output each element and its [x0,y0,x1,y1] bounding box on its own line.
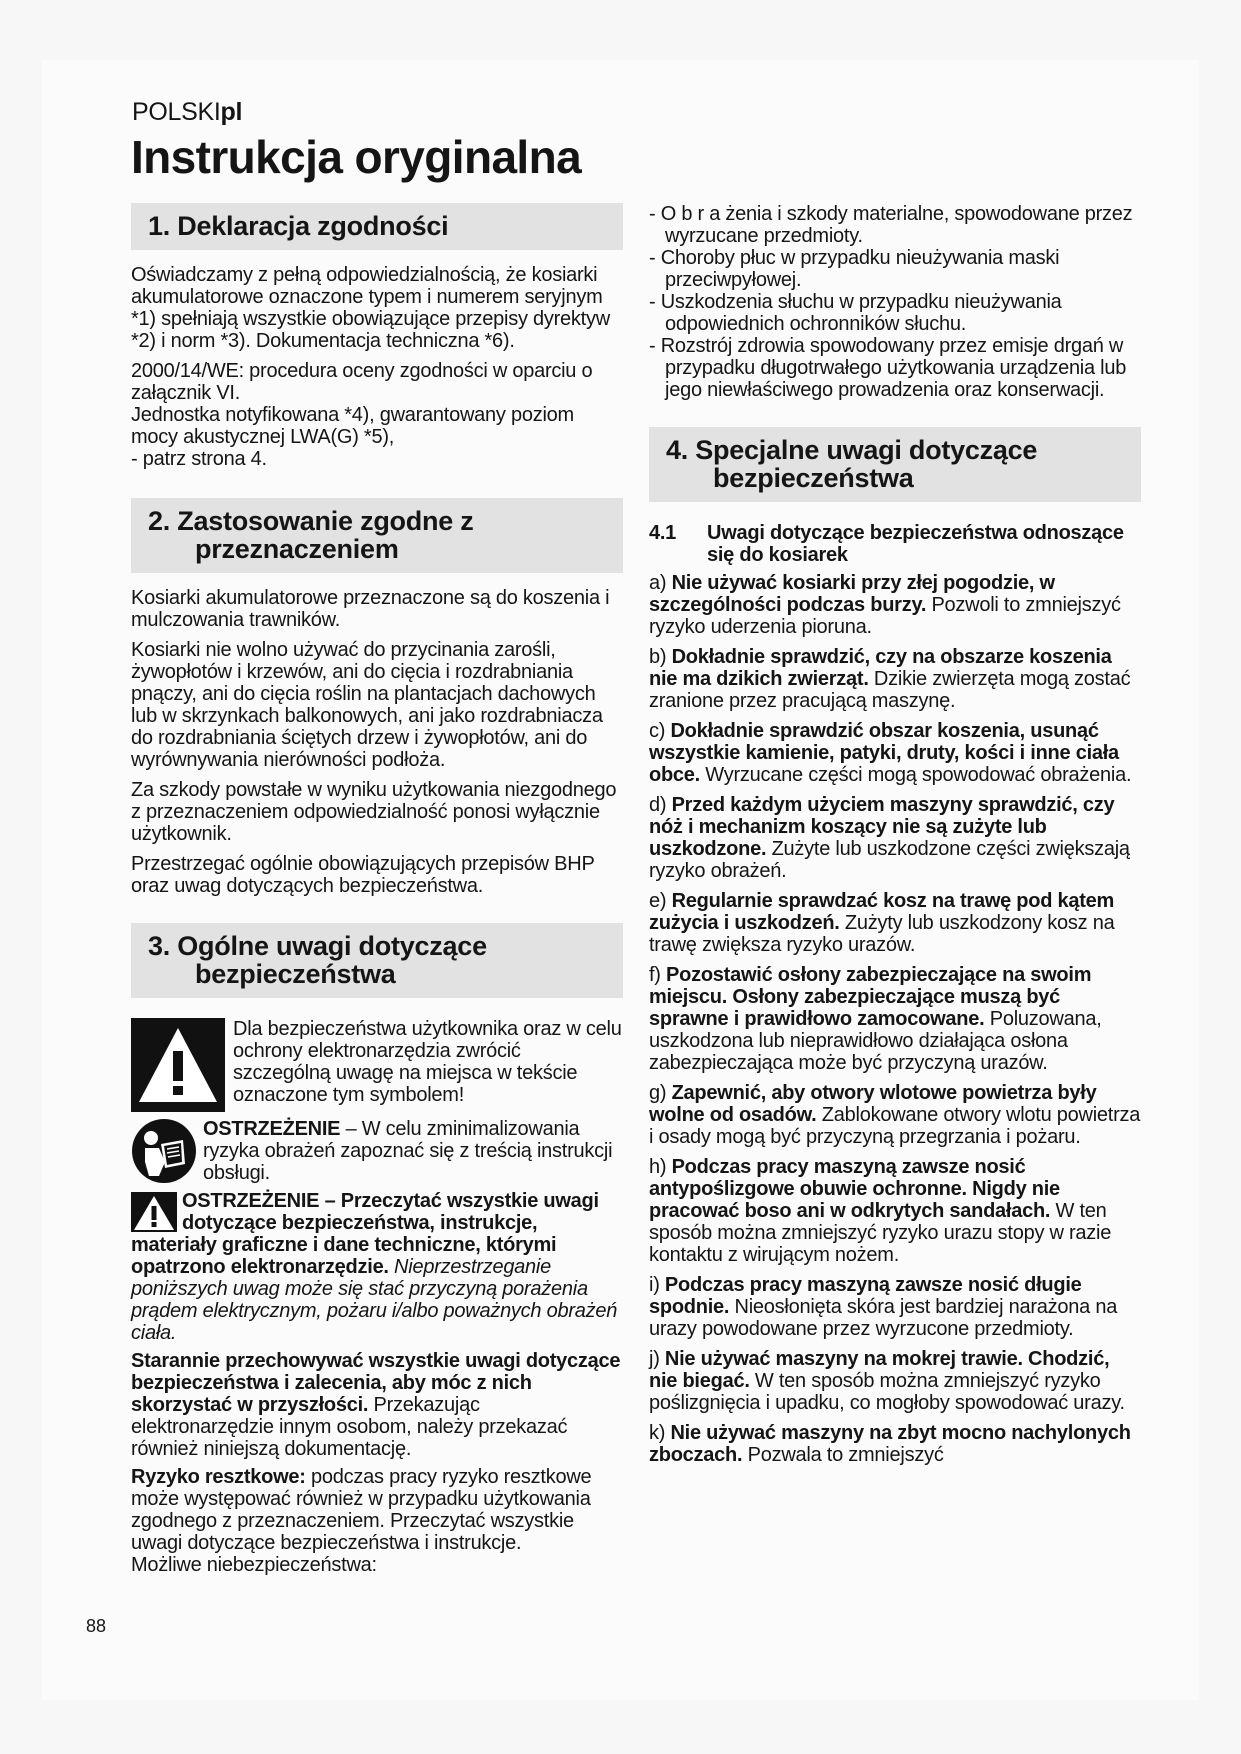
read-manual-text: OSTRZEŻENIE – W celu zminimalizowania ryzyka obrażeń zapoznać się z treścią instrukcji obsługi. [203,1118,613,1184]
page-number: 88 [86,1616,107,1636]
safety-item-e: e) Regularnie sprawdzać kosz na trawę pod kątem zużycia i uszkodzeń. Zużyty lub uszkodzony kosz na trawę zwiększa ryzyko urazów. [649,890,1115,956]
left-column [131,203,623,1576]
s2-paragraph-4: Przestrzegać ogólnie obowiązujących przepisów BHP oraz uwag dotyczących bezpieczeństwa. [131,853,595,897]
s1-paragraph-1: Oświadczamy z pełną odpowiedzialnością, że kosiarki akumulatorowe oznaczone typem i numerem seryjnym *1) spełniają wszystkie obowiązujące przepisy dyrektyw *2) i norm *3). Dokumentacja techniczna *6). [131,264,610,352]
section-1-heading: 1. Deklaracja zgodności [131,203,623,250]
danger-list-item: - Choroby płuc w przypadku nieużywania maski przeciwpyłowej. [649,247,1060,291]
section-2-heading: 2. Zastosowanie zgodne z przeznaczeniem [131,498,623,573]
possible-dangers-label: Możliwe niebezpieczeństwa: [131,1554,377,1576]
danger-list-item: - O b r a żenia i szkody materialne, spowodowane przez wyrzucane przedmioty. [649,203,1133,247]
safety-item-i: i) Podczas pracy maszyną zawsze nosić długie spodnie. Nieosłonięta skóra jest bardziej narażona na urazy powodowane przez wyrzucone przedmioty. [649,1274,1118,1340]
page-title: Instrukcja oryginalna [131,131,582,183]
danger-list-item: - Rozstrój zdrowia spowodowany przez emisje drgań w przypadku długotrwałego użytkowania urządzenia lub jego niewłaściwego prowadzenia oraz konserwacji. [649,335,1127,401]
residual-risk-paragraph: Ryzyko resztkowe: podczas pracy ryzyko resztkowe może występować również w przypadku użytkowania zgodnego z przeznaczeniem. Przeczytać wszystkie uwagi dotyczące bezpieczeństwa i instrukcje. [131,1466,592,1554]
section-4-heading: 4. Specjalne uwagi dotyczące bezpieczeństwa [649,427,1141,502]
s2-paragraph-3: Za szkody powstałe w wyniku użytkowania niezgodnego z przeznaczeniem odpowiedzialność ponosi wyłącznie użytkownik. [131,779,617,845]
general-warning-text: OSTRZEŻENIE – Przeczytać wszystkie uwagi dotyczące bezpieczeństwa, instrukcje, materiały graficzne i dane techniczne, którymi opatrzono elektronarzędzie. Nieprzestrzeganie poniższych uwag może się stać przyczyną porażenia prądem elektrycznym, pożaru i/albo poważnych obrażeń ciała. [131,1190,618,1344]
safety-item-k: k) Nie używać maszyny na zbyt mocno nachylonych zboczach. Pozwala to zmniejszyć [649,1422,1131,1466]
safety-item-j: j) Nie używać maszyny na mokrej trawie. Chodzić, nie biegać. W ten sposób można zmniejszyć ryzyko poślizgnięcia i upadku, co mogłoby spowodować urazy. [649,1348,1125,1414]
safety-item-f: f) Pozostawić osłony zabezpieczające na swoim miejscu. Osłony zabezpieczające muszą być sprawne i prawidłowo zamocowane. Poluzowana, uszkodzona lub nieprawidłowo działająca osłona zabezpieczająca może być przyczyną urazów. [649,964,1102,1074]
warning-triangle-icon [131,1018,225,1112]
safety-symbol-text: Dla bezpieczeństwa użytkownika oraz w celu ochrony elektronarzędzia zwrócić szczególną uwagę na miejsca w tekście oznaczone tym symbolem! [233,1018,622,1106]
safety-item-a: a) Nie używać kosiarki przy złej pogodzie, w szczególności podczas burzy. Pozwoli to zmniejszyć ryzyko uderzenia pioruna. [649,572,1121,638]
safety-item-c: c) Dokładnie sprawdzić obszar koszenia, usunąć wszystkie kamienie, patyki, druty, kości i inne ciała obce. Wyrzucane części mogą spowodować obrażenia. [649,720,1132,786]
s1-paragraph-2a: 2000/14/WE: procedura oceny zgodności w oparciu o załącznik VI. [131,360,593,404]
safety-symbol-note [131,1018,623,1112]
warning-triangle-small-icon [131,1192,177,1232]
safety-item-b: b) Dokładnie sprawdzić, czy na obszarze koszenia nie ma dzikich zwierząt. Dzikie zwierzęta mogą zostać zranione przez pracującą maszynę. [649,646,1131,712]
section-3-heading: 3. Ogólne uwagi dotyczące bezpieczeństwa [131,923,623,998]
safety-item-d: d) Przed każdym użyciem maszyny sprawdzić, czy nóż i mechanizm koszący nie są zużyte lub uszkodzone. Zużyte lub uszkodzone części zwiększają ryzyko obrażeń. [649,794,1130,882]
s2-paragraph-1: Kosiarki akumulatorowe przeznaczone są do koszenia i mulczowania trawników. [131,587,610,631]
safety-item-h: h) Podczas pracy maszyną zawsze nosić antypoślizgowe obuwie ochronne. Nigdy nie pracować boso ani w odkrytych sandałach. W ten sposób można zmniejszyć ryzyko urazu stopy w razie kontaktu z wirującym nożem. [649,1156,1112,1266]
s1-paragraph-2c: - patrz strona 4. [131,448,267,470]
s2-paragraph-2: Kosiarki nie wolno używać do przycinania zarośli, żywopłotów i krzewów, ani do cięcia i rozdrabniania pnączy, ani do cięcia roślin na plantacjach dachowych lub w skrzynkach balkonowych, ani jako rozdrabniacza do rozdrabniania ściętych drzew i żywopłotów, ani do wyrównywania nierówności podłoża. [131,639,603,771]
safety-item-g: g) Zapewnić, aby otwory wlotowe powietrza były wolne od osadów. Zablokowane otwory wlotu powietrza i osady mogą być przyczyną przegrzania i pożaru. [649,1082,1141,1148]
right-column [649,203,1141,1466]
danger-list-item: - Uszkodzenia słuchu w przypadku nieużywania odpowiednich ochronników słuchu. [649,291,1062,335]
read-manual-warning [131,1118,623,1184]
read-manual-icon [131,1118,197,1184]
s1-paragraph-2b: Jednostka notyfikowana *4), gwarantowany poziom mocy akustycznej LWA(G) *5), [131,404,574,448]
subsection-4-1-heading: 4.1 Uwagi dotyczące bezpieczeństwa odnoszące się do kosiarek [649,522,1124,566]
language-label: POLSKIpl [132,98,243,126]
keep-instructions-paragraph: Starannie przechowywać wszystkie uwagi dotyczące bezpieczeństwa i zalecenia, aby móc z nich skorzystać w przyszłości. Przekazując elektronarzędzie innym osobom, należy przekazać również niniejszą dokumentację. [131,1350,621,1460]
general-warning [131,1190,623,1344]
